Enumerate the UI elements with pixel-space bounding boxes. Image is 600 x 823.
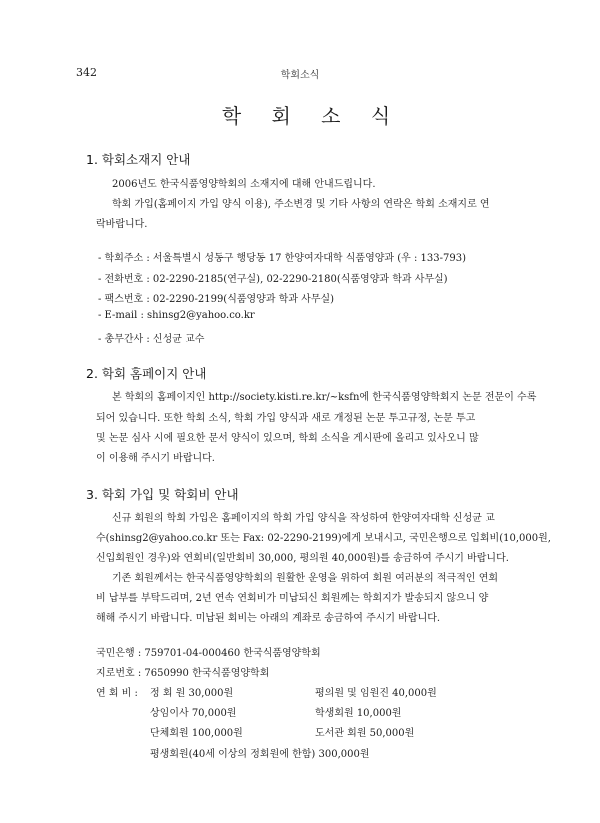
- section3-line: 비 납부를 부탁드리며, 2년 연속 연회비가 미납되신 회원께는 학회지가 발송되지 않으니 양: [96, 593, 489, 604]
- fee-regular: 정 회 원 30,000원: [150, 688, 234, 699]
- section1-para2-line1: 학회 가입(홈페이지 가입 양식 이용), 주소변경 및 기타 사항의 연락은 학회 소재지로 연: [112, 199, 490, 210]
- section2-heading: 2. 학회 홈페이지 안내: [86, 366, 207, 381]
- phone-item: - 전화번호 : 02-2290-2185(연구실), 02-2290-2180(식품영양과 학과 사무실): [98, 274, 448, 285]
- fee-group: 단체회원 100,000원: [150, 728, 243, 739]
- fee-label: 연 회 비 :: [96, 688, 138, 699]
- fee-student: 학생회원 10,000원: [315, 708, 402, 719]
- page-title: 학 회 소 식: [221, 104, 403, 128]
- fee-library: 도서관 회원 50,000원: [315, 728, 415, 739]
- section2-line: 및 논문 심사 시에 필요한 문서 양식이 있으며, 학회 소식을 게시판에 올리고 있사오니 많: [96, 433, 479, 444]
- section1-heading: 1. 학회소재지 안내: [86, 152, 191, 167]
- section3-line: 수(shinsg2@yahoo.co.kr 또는 Fax: 02-2290-2199)에게 보내시고, 국민은행으로 입회비(10,000원,: [96, 533, 551, 544]
- section1-para1: 2006년도 한국식품영양학회의 소재지에 대해 안내드립니다.: [112, 179, 376, 190]
- section1-para2-line2: 락바랍니다.: [96, 219, 148, 230]
- fee-director: 상임이사 70,000원: [150, 708, 237, 719]
- bank-account: 국민은행 : 759701-04-000460 한국식품영양학회: [96, 648, 321, 659]
- section3-line: 신입회원인 경우)와 연회비(일반회비 30,000, 평의원 40,000원)를 송금하여 주시기 바랍니다.: [96, 553, 509, 564]
- fee-lifetime: 평생회원(40세 이상의 정회원에 한함) 300,000원: [150, 749, 370, 760]
- section3-line: 해해 주시기 바랍니다. 미납된 회비는 아래의 계좌로 송금하여 주시기 바랍니다.: [96, 613, 441, 624]
- giro-number: 지로번호 : 7650990 한국식품영양학회: [96, 668, 270, 679]
- section3-line: 기존 회원께서는 한국식품영양학회의 원활한 운영을 위하여 회원 여러분의 적극적인 연회: [112, 573, 499, 584]
- section3-line: 신규 회원의 학회 가입은 홈페이지의 학회 가입 양식을 작성하여 한양여자대학 신성균 교: [112, 513, 495, 524]
- fax-item: - 팩스번호 : 02-2290-2199(식품영양과 학과 사무실): [98, 294, 335, 305]
- section2-line: 이 이용해 주시기 바랍니다.: [96, 453, 215, 464]
- email-item: - E-mail : shinsg2@yahoo.co.kr: [98, 310, 255, 321]
- address-item: - 학회주소 : 서울특별시 성동구 행당동 17 한양여자대학 식품영양과 (우 : 133-793): [98, 253, 466, 264]
- page-number: 342: [76, 66, 97, 79]
- section2-line: 되어 있습니다. 또한 학회 소식, 학회 가입 양식과 새로 개정된 논문 투고규정, 논문 투고: [96, 413, 476, 424]
- secretary-item: - 총무간사 : 신성균 교수: [98, 334, 205, 345]
- section2-line: 본 학회의 홈페이지인 http://society.kisti.re.kr/~ksfn에 한국식품영양학회지 논문 전문이 수록: [112, 392, 537, 403]
- running-head: 학회소식: [280, 70, 320, 81]
- fee-council: 평의원 및 임원진 40,000원: [315, 688, 437, 699]
- section3-heading: 3. 학회 가입 및 학회비 안내: [86, 487, 239, 502]
